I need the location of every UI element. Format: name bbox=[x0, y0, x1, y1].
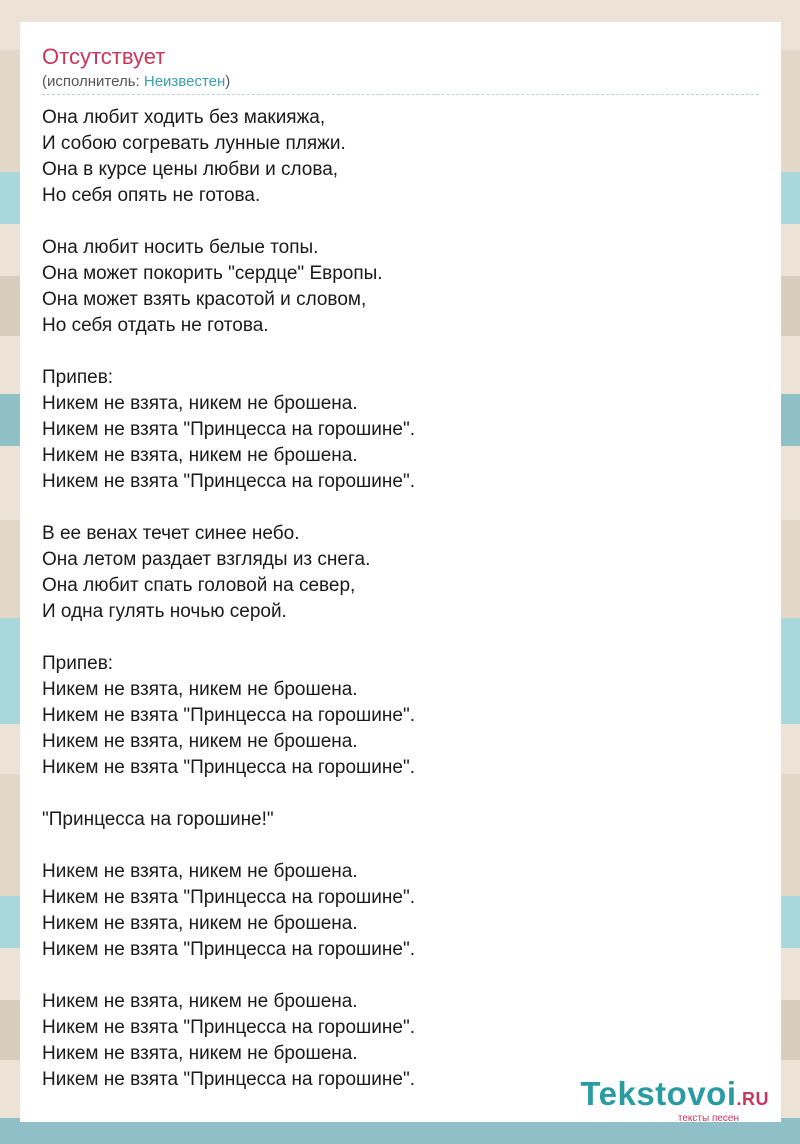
lyric-line: Никем не взята, никем не брошена. bbox=[42, 991, 358, 1012]
lyric-line: Никем не взята "Принцесса на горошине". bbox=[42, 705, 415, 726]
lyric-line: Никем не взята, никем не брошена. bbox=[42, 913, 358, 934]
logo-text bbox=[580, 1077, 769, 1116]
stanza-gap bbox=[42, 833, 742, 859]
logo-tagline: тексты песен bbox=[677, 1113, 739, 1124]
artist-prefix: (исполнитель: bbox=[42, 73, 144, 90]
lyric-line: Никем не взята, никем не брошена. bbox=[42, 731, 358, 752]
logo-tld: .RU bbox=[736, 1089, 769, 1109]
lyric-line: Она любит носить белые топы. bbox=[42, 237, 319, 258]
stanza-gap bbox=[42, 781, 742, 807]
song-title: Отсутствует bbox=[42, 44, 166, 69]
lyric-line: Никем не взята, никем не брошена. bbox=[42, 679, 358, 700]
stanza-gap bbox=[42, 209, 742, 235]
artist-link[interactable]: Неизвестен bbox=[143, 73, 226, 90]
site-logo[interactable] bbox=[580, 1077, 769, 1124]
logo-name: Tekstovoi bbox=[580, 1075, 737, 1112]
lyric-line: Но себя опять не готова. bbox=[42, 185, 261, 206]
lyric-line: Она любит ходить без макияжа, bbox=[42, 107, 326, 128]
lyric-line: Она летом раздает взгляды из снега. bbox=[42, 549, 371, 570]
lyric-line: Припев: bbox=[42, 653, 114, 674]
lyric-line: И собою согревать лунные пляжи. bbox=[42, 133, 346, 154]
artist-suffix: ) bbox=[225, 73, 231, 90]
lyric-line: Никем не взята, никем не брошена. bbox=[42, 445, 358, 466]
artist-line bbox=[42, 73, 230, 91]
lyric-line: Припев: bbox=[42, 367, 114, 388]
stanza-gap bbox=[42, 495, 742, 521]
lyric-line: В ее венах течет синее небо. bbox=[42, 523, 300, 544]
lyric-line: И одна гулять ночью серой. bbox=[42, 601, 287, 622]
lyric-line: Она может взять красотой и словом, bbox=[42, 289, 367, 310]
header-divider bbox=[42, 94, 759, 95]
lyric-line: Никем не взята "Принцесса на горошине". bbox=[42, 887, 415, 908]
lyric-line: Никем не взята "Принцесса на горошине". bbox=[42, 757, 415, 778]
lyric-line: Но себя отдать не готова. bbox=[42, 315, 269, 336]
lyric-line: Никем не взята, никем не брошена. bbox=[42, 393, 358, 414]
lyric-line: Никем не взята, никем не брошена. bbox=[42, 861, 358, 882]
lyrics-page bbox=[20, 22, 781, 1122]
lyric-line: "Принцесса на горошине!" bbox=[42, 809, 274, 830]
lyric-line: Никем не взята "Принцесса на горошине". bbox=[42, 1069, 415, 1090]
lyric-line: Она может покорить "сердце" Европы. bbox=[42, 263, 383, 284]
lyric-line: Она в курсе цены любви и слова, bbox=[42, 159, 339, 180]
lyrics-text bbox=[42, 105, 742, 1093]
lyric-line: Никем не взята "Принцесса на горошине". bbox=[42, 419, 415, 440]
stanza-gap bbox=[42, 625, 742, 651]
stanza-gap bbox=[42, 339, 742, 365]
lyric-line: Она любит спать головой на север, bbox=[42, 575, 356, 596]
lyric-line: Никем не взята "Принцесса на горошине". bbox=[42, 939, 415, 960]
stanza-gap bbox=[42, 963, 742, 989]
lyric-line: Никем не взята, никем не брошена. bbox=[42, 1043, 358, 1064]
lyric-line: Никем не взята "Принцесса на горошине". bbox=[42, 471, 415, 492]
lyric-line: Никем не взята "Принцесса на горошине". bbox=[42, 1017, 415, 1038]
